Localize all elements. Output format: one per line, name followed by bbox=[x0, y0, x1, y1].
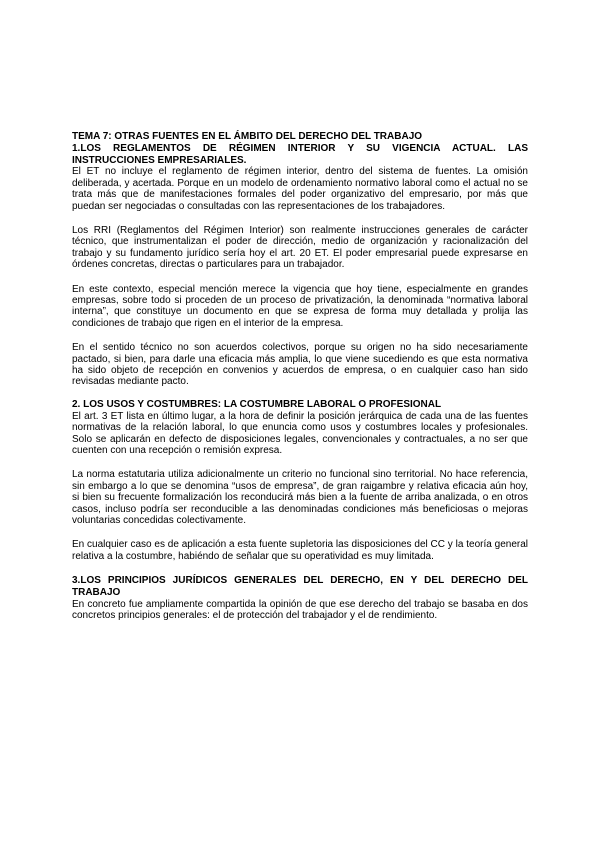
section-heading-1: 1.LOS REGLAMENTOS DE RÉGIMEN INTERIOR Y SU VIGENCIA ACTUAL. LAS INSTRUCCIONES EMPRESARIALES. bbox=[72, 142, 528, 166]
paragraph: En concreto fue ampliamente compartida la opinión de que ese derecho del trabajo se basaba en dos concretos principios generales: el de protección del trabajador y el de rendimiento. bbox=[72, 598, 528, 622]
paragraph: En el sentido técnico no son acuerdos colectivos, porque su origen no ha sido necesariamente pactado, si bien, para darle una eficacia más amplia, lo que viene sucediendo es que esta normativa ha sido objeto de recepción en convenios y acuerdos de empresa, o en cualquier caso han sido revisadas mediante pacto. bbox=[72, 342, 528, 388]
paragraph: La norma estatutaria utiliza adicionalmente un criterio no funcional sino territorial. No hace referencia, sin embargo a lo que se denomina “usos de empresa”, de gran raigambre y relativa eficacia aún hoy, si bien su frecuente formalización los reconducirá más bien a la fuente de arriba analizada, o en otros casos, incluso podría ser reconducible a las denominadas condiciones más beneficiosas o mejoras voluntarias concedidas colectivamente. bbox=[72, 469, 528, 526]
paragraph: El art. 3 ET lista en último lugar, a la hora de definir la posición jerárquica de cada una de las fuentes normativas de la relación laboral, lo que enuncia como usos y costumbres locales y profesionales. Solo se aplicarán en defecto de disposiciones legales, convencionales y contractuales, a no ser que cuenten con una recepción o remisión expresa. bbox=[72, 410, 528, 456]
document-body bbox=[72, 131, 528, 622]
paragraph: En cualquier caso es de aplicación a esta fuente supletoria las disposiciones del CC y la teoría general relativa a la costumbre, habiéndo de señalar que su operatividad es muy limitada. bbox=[72, 539, 528, 562]
paragraph: Los RRI (Reglamentos del Régimen Interior) son realmente instrucciones generales de carácter técnico, que instrumentalizan el poder de dirección, medio de organización y racionalización del trabajo y su fundamento jurídico sería hoy el art. 20 ET. El poder empresarial puede expresarse en órdenes concretas, directas o particulares para un trabajador. bbox=[72, 225, 528, 271]
page-title: TEMA 7: OTRAS FUENTES EN EL ÁMBITO DEL DERECHO DEL TRABAJO bbox=[72, 131, 423, 142]
paragraph: El ET no incluye el reglamento de régimen interior, dentro del sistema de fuentes. La omisión deliberada, y acertada. Porque en un modelo de ordenamiento normativo laboral como el actual no se trata más que de manifestaciones formales del poder organizativo del empresario, por más que puedan ser negociadas o consultadas con las representaciones de los trabajadores. bbox=[72, 166, 528, 212]
section-heading-2: 2. LOS USOS Y COSTUMBRES: LA COSTUMBRE LABORAL O PROFESIONAL bbox=[72, 398, 442, 410]
paragraph: En este contexto, especial mención merece la vigencia que hoy tiene, especialmente en grandes empresas, sobre todo si proceden de un proceso de privatización, la denominada “normativa laboral interna”, que constituye un documento en que se expresa de forma muy detallada y prolija las condiciones de trabajo que rigen en el interior de la empresa. bbox=[72, 283, 528, 329]
section-heading-3: 3.LOS PRINCIPIOS JURÍDICOS GENERALES DEL DERECHO, EN Y DEL DERECHO DEL TRABAJO bbox=[72, 575, 528, 598]
